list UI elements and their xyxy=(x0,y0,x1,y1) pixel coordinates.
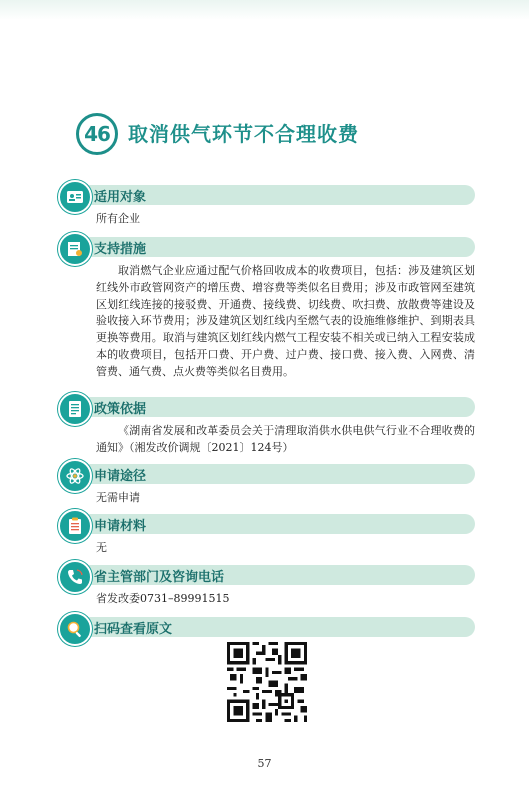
section-header-bar xyxy=(80,237,475,257)
section-title: 扫码查看原文 xyxy=(94,622,173,637)
section-content xyxy=(96,211,475,228)
page-number: 57 xyxy=(257,757,272,770)
section-support-measures xyxy=(60,237,475,381)
section-text: 无需申请 xyxy=(96,491,140,504)
clipboard-icon xyxy=(58,509,92,543)
section-paragraph: 《湖南省发展和改革委员会关于清理取消供水供电供气行业不合理收费的通知》（湘发改价调规〔2021〕124号） xyxy=(96,424,475,454)
section-text: 省发改委0731–89991515 xyxy=(96,592,230,605)
section-title: 适用对象 xyxy=(94,190,147,205)
section-content xyxy=(96,490,475,507)
section-content xyxy=(96,591,475,608)
section-text: 无 xyxy=(96,541,107,554)
section-title: 支持措施 xyxy=(94,242,147,257)
section-application-materials xyxy=(60,514,475,557)
id-card-icon xyxy=(58,180,92,214)
top-band xyxy=(0,0,529,20)
section-header-bar xyxy=(80,464,475,484)
section-scan-qr xyxy=(60,617,475,637)
certificate-icon xyxy=(58,232,92,266)
section-header-bar xyxy=(80,514,475,534)
section-policy-basis xyxy=(60,397,475,457)
section-title: 省主管部门及咨询电话 xyxy=(94,570,225,585)
section-content xyxy=(96,423,475,457)
atom-icon xyxy=(58,459,92,493)
section-header-bar xyxy=(80,565,475,585)
section-text: 所有企业 xyxy=(96,212,140,225)
page-title: 取消供气环节不合理收费 xyxy=(128,122,359,146)
item-number-badge: 46 xyxy=(76,113,118,155)
section-content xyxy=(96,263,475,381)
section-paragraph: 取消燃气企业应通过配气价格回收成本的收费项目，包括：涉及建筑区划红线外市政管网资产的增压费、增容费等类似名目费用；涉及市政管网至建筑区划红线连接的接驳费、开通费、接线费、切线费、吹扫费、放散费等建设及验收接入环节费用；涉及建筑区划红线内至燃气表的设施维修维护、到期表具更换等费用。取消与建筑区划红线内燃气工程安装不相关或已纳入工程安装成本的收费项目，包括开口费、开户费、过户费、接口费、接入费、入网费、清管费、通气费、点火费等类似名目费用。 xyxy=(96,264,475,378)
qr-code-icon[interactable] xyxy=(227,642,307,722)
document-icon xyxy=(58,392,92,426)
section-content xyxy=(96,540,475,557)
section-title: 政策依据 xyxy=(94,402,147,417)
section-header-bar xyxy=(80,617,475,637)
phone-icon xyxy=(58,560,92,594)
section-header-bar xyxy=(80,397,475,417)
section-title: 申请材料 xyxy=(94,519,147,534)
section-application-channel xyxy=(60,464,475,507)
section-authority-phone xyxy=(60,565,475,608)
section-applicable-objects xyxy=(60,185,475,228)
section-title: 申请途径 xyxy=(94,469,147,484)
section-header-bar xyxy=(80,185,475,205)
magnifier-icon xyxy=(58,612,92,646)
